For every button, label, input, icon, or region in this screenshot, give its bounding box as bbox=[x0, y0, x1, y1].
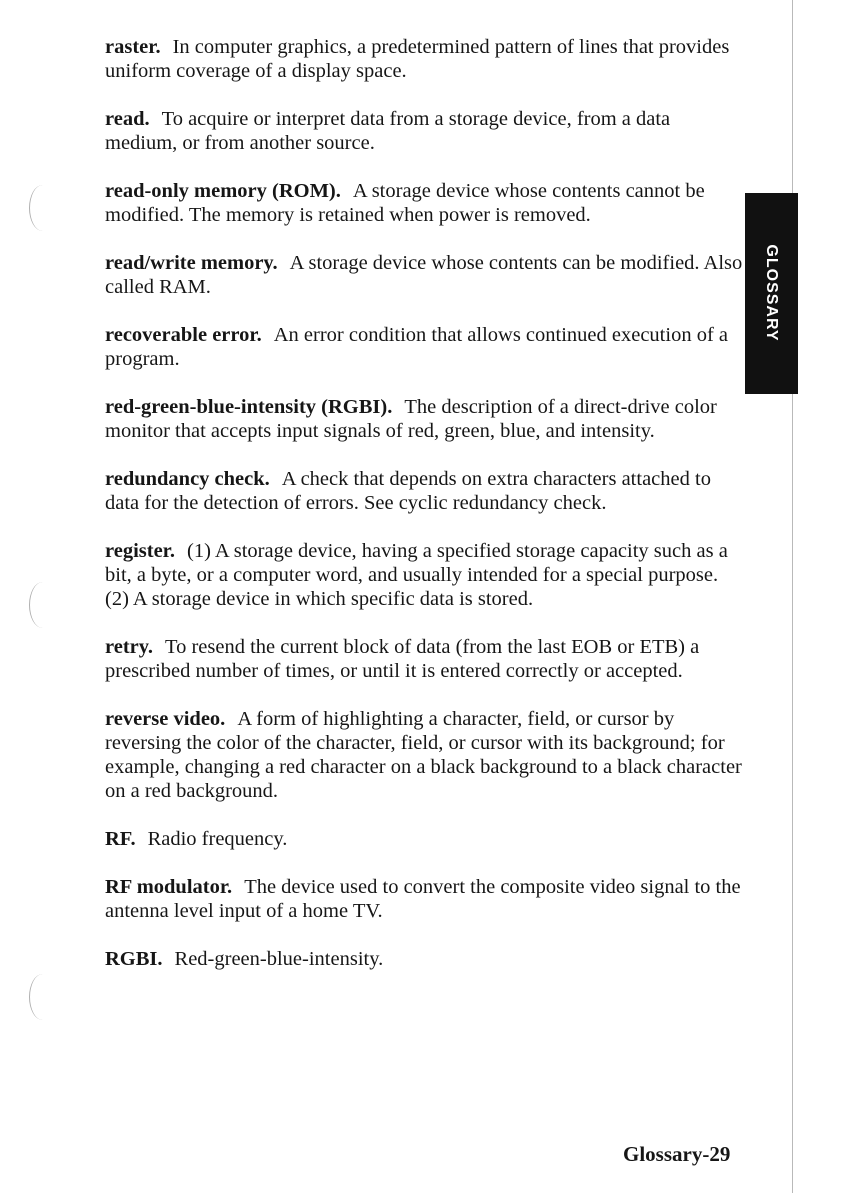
entry-term: read. bbox=[105, 108, 150, 130]
entry-term: red-green-blue-intensity (RGBI). bbox=[105, 396, 393, 418]
entry-term: read/write memory. bbox=[105, 252, 278, 274]
binder-hole-mark bbox=[29, 582, 56, 628]
glossary-entry-rom bbox=[105, 179, 745, 227]
entry-definition: A form of highlighting a character, field, or cursor by reversing the color of the character, field, or cursor with its background; for example, changing a red character on a black background to a black character on a red background. bbox=[105, 708, 742, 802]
glossary-entry-redundancy-check bbox=[105, 467, 745, 515]
glossary-entry-rf-modulator bbox=[105, 875, 745, 923]
entry-term: RF modulator. bbox=[105, 876, 233, 898]
entry-definition: Radio frequency. bbox=[147, 828, 288, 850]
glossary-entry-rgbi bbox=[105, 947, 745, 971]
entry-term: recoverable error. bbox=[105, 324, 262, 346]
glossary-entry-raster bbox=[105, 35, 745, 83]
entry-definition: A storage device whose contents can be modified. Also called RAM. bbox=[105, 252, 743, 298]
glossary-entry-retry bbox=[105, 635, 745, 683]
entry-definition: A storage device whose contents cannot be modified. The memory is retained when power is removed. bbox=[105, 180, 705, 226]
glossary-entry-read bbox=[105, 107, 745, 155]
glossary-entry-register bbox=[105, 539, 745, 611]
entry-definition: The description of a direct-drive color monitor that accepts input signals of red, green, blue, and intensity. bbox=[105, 396, 717, 442]
entry-definition: To resend the current block of data (from the last EOB or ETB) a prescribed number of times, or until it is entered correctly or accepted. bbox=[105, 636, 700, 682]
glossary-entry-read-write-memory bbox=[105, 251, 745, 299]
glossary-tab-label: GLOSSARY bbox=[763, 244, 780, 342]
entry-term: register. bbox=[105, 540, 176, 562]
binder-hole-mark bbox=[29, 974, 56, 1020]
page-edge-line bbox=[792, 0, 793, 1193]
glossary-section-tab bbox=[745, 193, 798, 394]
entry-definition: To acquire or interpret data from a storage device, from a data medium, or from another source. bbox=[105, 108, 671, 154]
entry-term: RF. bbox=[105, 828, 136, 850]
entry-definition: In computer graphics, a predetermined pattern of lines that provides uniform coverage of a display space. bbox=[105, 36, 730, 82]
glossary-entries bbox=[105, 35, 745, 995]
entry-term: raster. bbox=[105, 36, 161, 58]
entry-term: reverse video. bbox=[105, 708, 226, 730]
glossary-entry-rgbi-full bbox=[105, 395, 745, 443]
entry-term: retry. bbox=[105, 636, 153, 658]
glossary-entry-recoverable-error bbox=[105, 323, 745, 371]
entry-term: RGBI. bbox=[105, 948, 163, 970]
page-number: Glossary-29 bbox=[623, 1142, 731, 1166]
entry-term: redundancy check. bbox=[105, 468, 270, 490]
glossary-entry-rf bbox=[105, 827, 745, 851]
entry-definition: Red-green-blue-intensity. bbox=[174, 948, 384, 970]
entry-definition: An error condition that allows continued execution of a program. bbox=[105, 324, 729, 370]
glossary-entry-reverse-video bbox=[105, 707, 745, 803]
entry-definition: (1) A storage device, having a specified storage capacity such as a bit, a byte, or a computer word, and usually intended for a special purpose. (2) A storage device in which specific data is stored. bbox=[105, 540, 728, 610]
entry-definition: The device used to convert the composite video signal to the antenna level input of a home TV. bbox=[105, 876, 741, 922]
binder-hole-mark bbox=[29, 185, 56, 231]
entry-definition: A check that depends on extra characters attached to data for the detection of errors. See cyclic redundancy check. bbox=[105, 468, 711, 514]
entry-term: read-only memory (ROM). bbox=[105, 180, 341, 202]
